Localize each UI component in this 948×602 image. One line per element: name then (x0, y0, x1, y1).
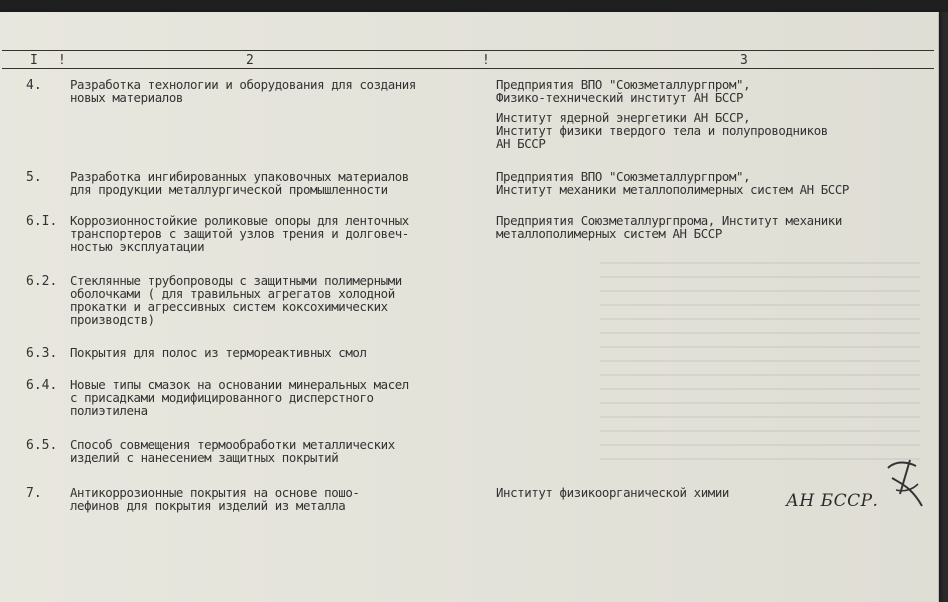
row-organizations-extra: Институт ядерной энергетики АН БССР, Институт физики твердого тела и полупроводников АН БССР (496, 110, 828, 151)
row-number: 6.3. (26, 346, 58, 361)
row-description: Покрытия для полос из термореактивных смол (70, 345, 367, 360)
row-number: 6.5. (26, 438, 58, 453)
row-number: 7. (26, 486, 42, 501)
header-bottom-rule (2, 68, 934, 69)
row-organizations: Предприятия ВПО "Союзметаллургпром", Физико-технический институт АН БССР (496, 77, 751, 105)
row-organizations: Институт физикоорганической химии (496, 485, 729, 500)
document-page (0, 12, 939, 602)
handwritten-note: АН БССР. (786, 491, 879, 511)
row-description: Стеклянные трубопроводы с защитными полимерными оболочками ( для травильных агрегатов холодной прокатки и агрессивных систем коксохимических производств) (70, 273, 402, 327)
row-organizations: Предприятия ВПО "Союзметаллургпром", Институт механики металлополимерных систем АН БССР (496, 169, 849, 197)
row-number: 6.2. (26, 274, 58, 289)
column-header-3: 3 (740, 53, 748, 68)
row-description: Способ совмещения термообработки металлических изделий с нанесением защитных покрытий (70, 437, 395, 465)
row-number: 6.4. (26, 378, 58, 393)
row-description: Коррозионностойкие роликовые опоры для ленточных транспортеров с защитой узлов трения и долговеч- ностью эксплуатации (70, 213, 409, 254)
row-description: Новые типы смазок на основании минеральных масел с присадками модифицированного дисперстного полиэтилена (70, 377, 409, 418)
row-description: Разработка ингибированных упаковочных материалов для продукции металлургической промышленности (70, 169, 409, 197)
row-organizations: Предприятия Союзметаллургпрома, Институт механики металлополимерных систем АН БССР (496, 213, 842, 241)
handwritten-mark-icon (882, 454, 926, 512)
row-number: 6.I. (26, 214, 58, 229)
column-header-2: 2 (246, 53, 254, 68)
column-separator-1: ! (58, 53, 66, 68)
column-separator-2: ! (482, 53, 490, 68)
bleed-through-text (600, 262, 920, 472)
row-number: 4. (26, 78, 42, 93)
dark-top-edge (0, 0, 948, 12)
row-description: Разработка технологии и оборудования для создания новых материалов (70, 77, 416, 105)
header-top-rule (2, 50, 934, 51)
row-number: 5. (26, 170, 42, 185)
column-header-1: I (30, 53, 38, 68)
row-description: Антикоррозионные покрытия на основе пошо- лефинов для покрытия изделий из металла (70, 485, 360, 513)
